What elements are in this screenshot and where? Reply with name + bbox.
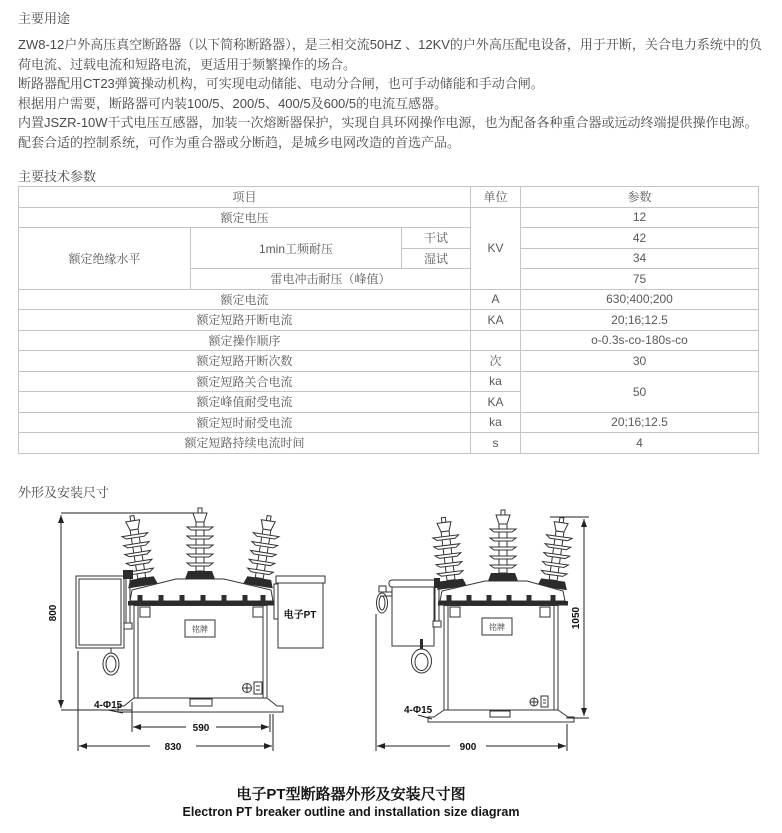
nameplate: [482, 618, 512, 635]
impulse-label: 雷电冲击耐压（峰值）: [191, 269, 471, 290]
table-row: [19, 310, 759, 331]
front-view-drawing: [50, 506, 380, 770]
operating-sequence-label: 额定操作顺序: [19, 330, 471, 351]
operating-sequence-value: o-0.3s-co-180s-co: [521, 330, 759, 351]
nameplate-label: 铭牌: [489, 623, 505, 632]
purpose-paragraph: 配套合适的控制系统，可作为重合器或分断趋，是城乡电网改造的首选产品。: [18, 134, 461, 150]
table-header-row: [19, 187, 759, 208]
table-row: [19, 433, 759, 454]
breaking-times-unit: 次: [471, 351, 521, 372]
purpose-paragraph: 根据用户需要，断路器可内装100/5、200/5、400/5及600/5的电流互感器。: [18, 95, 448, 111]
side-view-drawing: [372, 506, 672, 770]
nameplate: [185, 620, 215, 637]
short-time-withstand-unit: ka: [471, 412, 521, 433]
insulation-level-label: 额定绝缘水平: [19, 228, 191, 290]
wet-test-label: 湿试: [402, 248, 471, 269]
bushing-insulator: [117, 508, 284, 588]
breaking-times-value: 30: [521, 351, 759, 372]
breaking-times-label: 额定短路开断次数: [19, 351, 471, 372]
overall-width-label: 830: [164, 742, 182, 753]
bushing-insulator: [428, 510, 576, 590]
breaking-current-value: 20;16;12.5: [521, 310, 759, 331]
electronic-pt-label: 电子PT: [283, 610, 317, 621]
mounting-base: [118, 698, 283, 712]
table-row: [19, 351, 759, 372]
cable-loop: [103, 648, 119, 675]
electronic-pt-box: [274, 576, 325, 648]
duration-value: 4: [521, 433, 759, 454]
base-width-label: 590: [192, 723, 210, 734]
breaking-current-unit: KA: [471, 310, 521, 331]
making-current-unit: ka: [471, 371, 521, 392]
table-row: [19, 371, 759, 392]
header-value: 参数: [521, 187, 759, 208]
table-row: [19, 207, 759, 228]
diagram-caption-zh: 电子PT型断路器外形及安装尺寸图: [236, 786, 466, 803]
technical-parameters-table: [18, 186, 759, 454]
dry-test-label: 干试: [402, 228, 471, 249]
control-box-side: [377, 578, 442, 646]
short-time-withstand-label: 额定短时耐受电流: [19, 412, 471, 433]
table-row: [19, 289, 759, 310]
height-dim-label: 800: [48, 604, 59, 622]
purpose-paragraph: 断路器配用CT23弹簧操动机构，可实现电动储能、电动分合闸，也可手动储能和手动合闸。: [18, 76, 544, 91]
peak-withstand-label: 额定峰值耐受电流: [19, 392, 471, 413]
diagram-caption-en: Electron PT breaker outline and installation size diagram: [182, 805, 520, 819]
making-current-value: 50: [521, 371, 759, 412]
table-row: [19, 228, 759, 249]
wet-test-value: 34: [521, 248, 759, 269]
making-current-label: 额定短路关合电流: [19, 371, 471, 392]
mounting-base: [428, 710, 574, 722]
holes-dim-label: 4-Φ15: [94, 700, 123, 711]
impulse-value: 75: [521, 269, 759, 290]
rated-current-value: 630;400;200: [521, 289, 759, 310]
header-unit: 单位: [471, 187, 521, 208]
operating-sequence-unit: [471, 330, 521, 351]
duration-unit: s: [471, 433, 521, 454]
rated-voltage-label: 额定电压: [19, 207, 471, 228]
header-item: 项目: [19, 187, 471, 208]
technical-parameters-title: 主要技术参数: [18, 169, 97, 184]
holes-dim-label: 4-Φ15: [404, 705, 433, 716]
breaking-current-label: 额定短路开断电流: [19, 310, 471, 331]
purpose-paragraph: ZW8-12户外高压真空断路器（以下简称断路器），是三相交流50HZ 、12KV的户外高压配电设备，用于开断，关合电力系统中的负荷电流、过载电流和短路电流，更适用于频繁操作的场合。: [18, 37, 762, 72]
height-dim-label: 1050: [571, 606, 582, 630]
dry-test-value: 42: [521, 228, 759, 249]
kv-unit-cell: KV: [471, 207, 521, 289]
rated-current-unit: A: [471, 289, 521, 310]
rated-voltage-value: 12: [521, 207, 759, 228]
peak-withstand-unit: KA: [471, 392, 521, 413]
nameplate-label: 铭牌: [192, 625, 208, 634]
control-box: [76, 570, 133, 648]
table-row: [19, 412, 759, 433]
power-frequency-label: 1min工频耐压: [191, 228, 402, 269]
dimension-width-590: [132, 702, 270, 734]
holes-label: [94, 700, 123, 713]
main-purpose-section: [18, 8, 762, 152]
rated-current-label: 额定电流: [19, 289, 471, 310]
outline-dimensions-title: 外形及安装尺寸: [18, 485, 110, 500]
short-time-withstand-value: 20;16;12.5: [521, 412, 759, 433]
overall-width-label: 900: [459, 742, 477, 753]
purpose-paragraph: 内置JSZR-10W干式电压互感器，加装一次熔断器保护，实现自具环网操作电源，也为配备各种重合器或远动终端提供操作电源。: [18, 115, 758, 130]
duration-label: 额定短路持续电流时间: [19, 433, 471, 454]
table-row: [19, 330, 759, 351]
main-purpose-title: 主要用途: [18, 11, 71, 26]
